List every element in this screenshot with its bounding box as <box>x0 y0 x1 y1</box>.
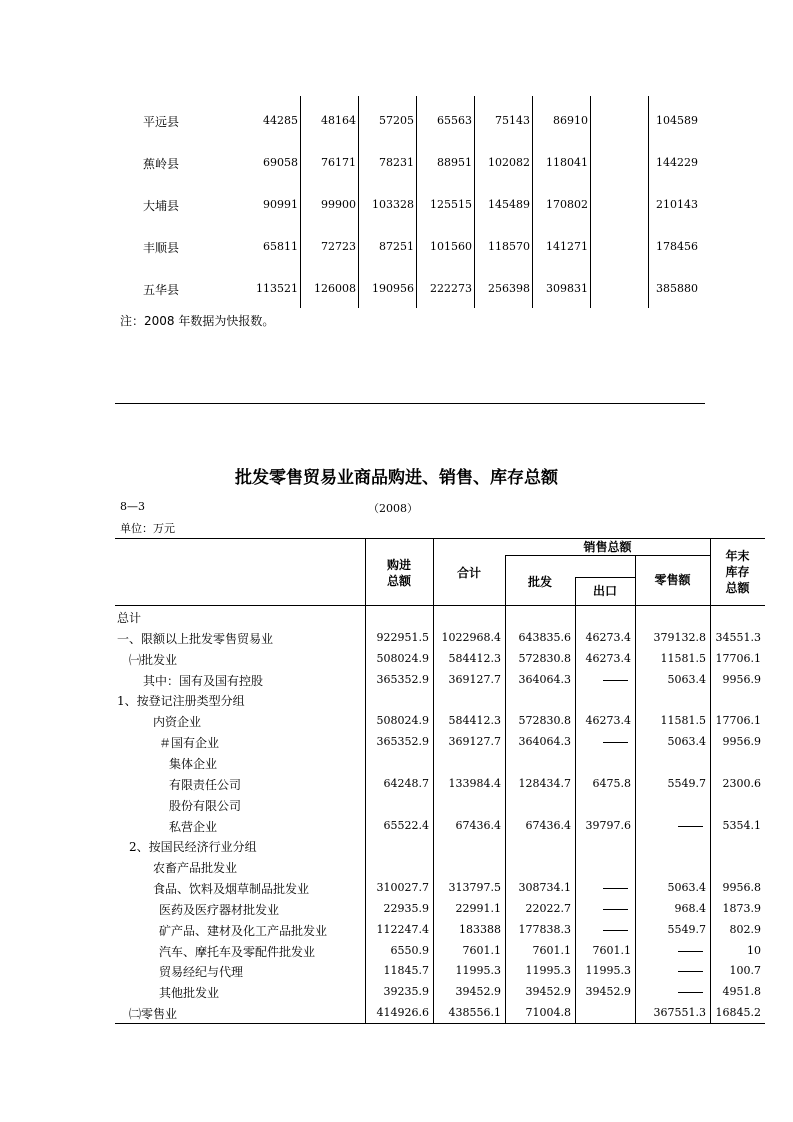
table-cell: 133984.4 <box>448 776 501 790</box>
table-cell: 177838.3 <box>518 922 571 936</box>
row-label: 农畜产品批发业 <box>153 861 238 876</box>
unit-label: 单位：万元 <box>120 522 175 535</box>
table-cell: 48164 <box>321 114 356 127</box>
table-cell: 572830.8 <box>518 714 571 728</box>
table-cell: 2300.6 <box>722 776 761 790</box>
table-cell: 438556.1 <box>448 1006 501 1020</box>
table-row <box>115 1003 765 1024</box>
table-cell: 313797.5 <box>448 881 501 895</box>
table-cell: 99900 <box>321 198 356 211</box>
table-row <box>115 795 765 816</box>
empty-dash <box>603 930 628 931</box>
table-cell: 5063.4 <box>667 881 706 895</box>
table-cell: 1873.9 <box>722 901 761 915</box>
table-cell: 125515 <box>430 198 472 211</box>
empty-dash <box>678 951 703 952</box>
table-row <box>115 836 765 857</box>
table-cell: 113521 <box>256 282 298 295</box>
table-row <box>115 816 765 837</box>
table-cell: 6550.9 <box>390 943 429 957</box>
table-cell: 5063.4 <box>667 672 706 686</box>
table-cell: 190956 <box>372 282 414 295</box>
table-cell: 103328 <box>372 198 414 211</box>
table-cell: 71004.8 <box>525 1006 571 1020</box>
county-name: 大埔县 <box>143 199 180 213</box>
empty-dash <box>678 992 703 993</box>
table-cell: 572830.8 <box>518 651 571 665</box>
table-row <box>115 774 765 795</box>
table-row <box>115 857 765 878</box>
table-row <box>115 732 765 753</box>
table-cell: 145489 <box>488 198 530 211</box>
table-row <box>115 279 705 299</box>
table-row <box>115 628 765 649</box>
header-wholesale: 批发 <box>527 575 552 589</box>
table-cell: 16845.2 <box>715 1006 761 1020</box>
table-cell: 22991.1 <box>455 901 501 915</box>
table-cell: 10 <box>747 943 761 957</box>
row-label: 矿产品、建材及化工产品批发业 <box>159 923 328 938</box>
table-cell: 65811 <box>263 240 298 253</box>
table-cell: 222273 <box>430 282 472 295</box>
county-name: 蕉岭县 <box>143 157 180 171</box>
row-label: 医药及医疗器材批发业 <box>159 902 280 917</box>
table-cell: 364064.3 <box>518 735 571 749</box>
row-label: 内资企业 <box>153 715 202 730</box>
row-label: 汽车、摩托车及零配件批发业 <box>159 944 316 959</box>
table-cell: 210143 <box>656 198 698 211</box>
header-bottom-rule <box>115 605 765 606</box>
table-cell: 643835.6 <box>518 630 571 644</box>
table-cell: 379132.8 <box>653 630 706 644</box>
table-cell: 39452.9 <box>455 985 501 999</box>
header-inventory: 年末 库存 总额 <box>725 549 750 595</box>
table-cell: 144229 <box>656 156 698 169</box>
table-cell: 308734.1 <box>518 881 571 895</box>
table-row <box>115 607 765 628</box>
table-cell: 22022.7 <box>525 901 571 915</box>
table-cell: 88951 <box>437 156 472 169</box>
table-cell: 5354.1 <box>722 818 761 832</box>
table-cell: 67436.4 <box>525 818 571 832</box>
table-cell: 385880 <box>656 282 698 295</box>
table-cell: 69058 <box>263 156 298 169</box>
row-label: ㈠批发业 <box>129 652 178 667</box>
table-cell: 22935.9 <box>383 901 429 915</box>
table-cell: 9956.9 <box>722 672 761 686</box>
row-label: 一、限额以上批发零售贸易业 <box>117 631 274 646</box>
trade-table <box>115 538 765 1024</box>
table-cell: 11995.3 <box>455 964 501 978</box>
table-cell: 57205 <box>379 114 414 127</box>
table-row <box>115 941 765 962</box>
table-cell: 39452.9 <box>525 985 571 999</box>
row-label: 股份有限公司 <box>169 798 242 813</box>
row-label: 食品、饮料及烟草制品批发业 <box>153 882 310 897</box>
table-cell: 367551.3 <box>653 1006 706 1020</box>
empty-dash <box>603 742 628 743</box>
table-cell: 46273.4 <box>585 630 631 644</box>
table-cell: 78231 <box>379 156 414 169</box>
table-cell: 118570 <box>488 240 530 253</box>
table-cell: 64248.7 <box>383 776 429 790</box>
table-cell: 256398 <box>488 282 530 295</box>
table-cell: 65522.4 <box>383 818 429 832</box>
county-name: 五华县 <box>143 283 180 297</box>
row-label: 2、按国民经济行业分组 <box>129 840 257 855</box>
empty-dash <box>603 680 628 681</box>
table-cell: 508024.9 <box>376 714 429 728</box>
table-cell: 365352.9 <box>376 735 429 749</box>
table-cell: 46273.4 <box>585 714 631 728</box>
table-cell: 309831 <box>546 282 588 295</box>
table-cell: 128434.7 <box>518 776 571 790</box>
table-cell: 39235.9 <box>383 985 429 999</box>
row-label: ＃国有企业 <box>159 736 220 751</box>
row-label: ㈡零售业 <box>129 1007 178 1022</box>
empty-dash <box>678 826 703 827</box>
table-cell: 87251 <box>379 240 414 253</box>
table-cell: 100.7 <box>729 964 761 978</box>
table-cell: 7601.1 <box>592 943 631 957</box>
table-cell: 11581.5 <box>660 651 706 665</box>
table-cell: 17706.1 <box>715 714 761 728</box>
table-cell: 112247.4 <box>376 922 429 936</box>
table-cell: 86910 <box>553 114 588 127</box>
table-cell: 5549.7 <box>667 776 706 790</box>
sales-header-rule <box>505 555 710 556</box>
empty-dash <box>678 971 703 972</box>
table-cell: 364064.3 <box>518 672 571 686</box>
row-label: 贸易经纪与代理 <box>159 965 244 980</box>
table-cell: 11995.3 <box>585 964 631 978</box>
table-row <box>115 237 705 257</box>
table-row <box>115 690 765 711</box>
header-sales-subtotal: 合计 <box>456 566 481 580</box>
table-cell: 118041 <box>546 156 588 169</box>
table-cell: 67436.4 <box>455 818 501 832</box>
table-cell: 9956.8 <box>722 881 761 895</box>
table-cell: 508024.9 <box>376 651 429 665</box>
table-row <box>115 711 765 732</box>
table-row <box>115 649 765 670</box>
section-title: 批发零售贸易业商品购进、销售、库存总额 <box>235 468 558 488</box>
county-name: 平远县 <box>143 115 180 129</box>
table-cell: 365352.9 <box>376 672 429 686</box>
table-row <box>115 878 765 899</box>
row-label: 其中：国有及国有控股 <box>143 673 264 688</box>
table-cell: 11995.3 <box>525 964 571 978</box>
row-label: 有限责任公司 <box>169 777 242 792</box>
row-label: 1、按登记注册类型分组 <box>117 694 245 709</box>
table-cell: 9956.9 <box>722 735 761 749</box>
table-cell: 170802 <box>546 198 588 211</box>
table-cell: 90991 <box>263 198 298 211</box>
table-cell: 414926.6 <box>376 1006 429 1020</box>
table-cell: 7601.1 <box>532 943 571 957</box>
header-purchase-total: 购进 总额 <box>386 558 411 588</box>
header-export: 出口 <box>592 584 617 598</box>
table-cell: 39452.9 <box>585 985 631 999</box>
table-cell: 178456 <box>656 240 698 253</box>
table-cell: 126008 <box>314 282 356 295</box>
table-row <box>115 195 705 215</box>
table-cell: 39797.6 <box>585 818 631 832</box>
export-header-rule <box>575 577 635 578</box>
table-cell: 5549.7 <box>667 922 706 936</box>
table-cell: 65563 <box>437 114 472 127</box>
table-cell: 922951.5 <box>376 630 429 644</box>
table-cell: 11581.5 <box>660 714 706 728</box>
table-row <box>115 153 705 173</box>
table-cell: 1022968.4 <box>441 630 501 644</box>
table-note: 注：2008 年数据为快报数。 <box>120 314 275 328</box>
table-cell: 46273.4 <box>585 651 631 665</box>
table-cell: 76171 <box>321 156 356 169</box>
row-label: 集体企业 <box>169 756 218 771</box>
table-cell: 369127.7 <box>448 735 501 749</box>
table-cell: 584412.3 <box>448 651 501 665</box>
table-row <box>115 961 765 982</box>
table-row <box>115 670 765 691</box>
table-cell: 75143 <box>495 114 530 127</box>
empty-dash <box>603 909 628 910</box>
table-cell: 44285 <box>263 114 298 127</box>
table-cell: 6475.8 <box>592 776 631 790</box>
table-cell: 104589 <box>656 114 698 127</box>
empty-dash <box>603 888 628 889</box>
row-label: 总计 <box>117 611 142 625</box>
table-row <box>115 982 765 1003</box>
table-cell: 11845.7 <box>383 964 429 978</box>
table-year: （2008） <box>368 502 418 515</box>
header-retail: 零售额 <box>654 573 691 587</box>
table-code: 8—3 <box>120 500 145 513</box>
table-row <box>115 920 765 941</box>
table-cell: 17706.1 <box>715 651 761 665</box>
table-cell: 141271 <box>546 240 588 253</box>
county-name: 丰顺县 <box>143 241 180 255</box>
table-cell: 101560 <box>430 240 472 253</box>
table-cell: 802.9 <box>729 922 761 936</box>
header-sales-total: 销售总额 <box>583 540 632 554</box>
table-cell: 369127.7 <box>448 672 501 686</box>
row-label: 私营企业 <box>169 819 218 834</box>
table-row <box>115 111 705 131</box>
table-cell: 968.4 <box>674 901 706 915</box>
table-cell: 5063.4 <box>667 735 706 749</box>
table-bottom-rule <box>115 403 705 404</box>
table-cell: 102082 <box>488 156 530 169</box>
table-cell: 310027.7 <box>376 881 429 895</box>
table-cell: 4951.8 <box>722 985 761 999</box>
row-label: 其他批发业 <box>159 986 220 1001</box>
table-cell: 72723 <box>321 240 356 253</box>
table-cell: 7601.1 <box>462 943 501 957</box>
table-row <box>115 899 765 920</box>
table-cell: 183388 <box>459 922 501 936</box>
table-cell: 584412.3 <box>448 714 501 728</box>
table-cell: 34551.3 <box>715 630 761 644</box>
table-row <box>115 753 765 774</box>
